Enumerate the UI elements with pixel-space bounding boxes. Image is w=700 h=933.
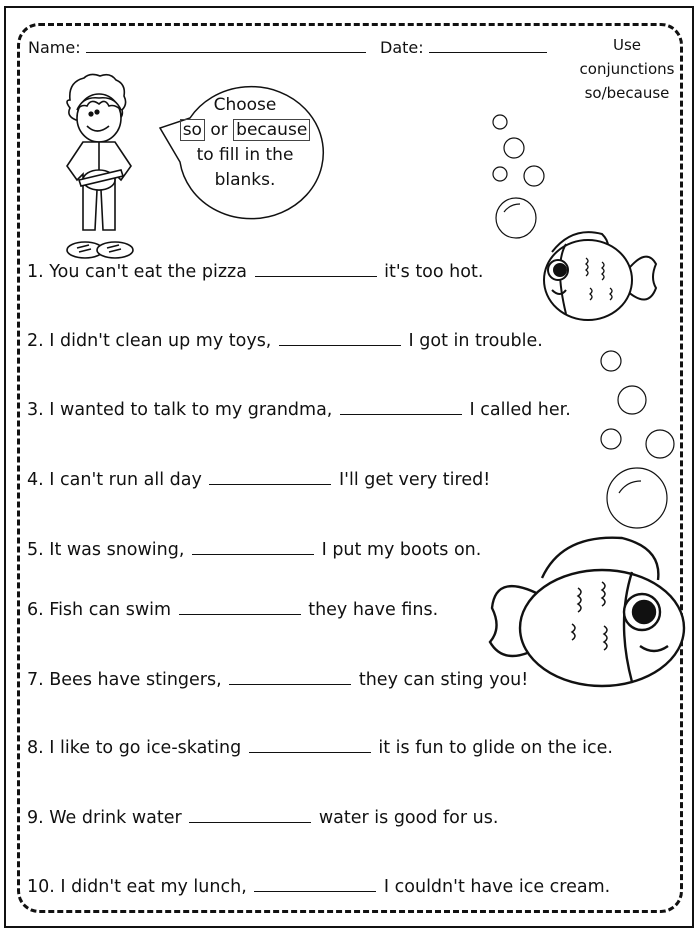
answer-blank[interactable] — [229, 670, 351, 685]
note-line: Use — [612, 36, 642, 54]
question-text-after: it's too hot. — [384, 262, 484, 282]
question-text-after: they can sting you! — [358, 670, 529, 690]
instructions-options — [170, 118, 320, 143]
answer-blank[interactable] — [249, 738, 371, 753]
question-text-after: I called her. — [469, 400, 571, 420]
bubbles-icon — [595, 345, 700, 535]
question-text-after: I got in trouble. — [408, 331, 543, 351]
question-number: 4. — [27, 470, 44, 490]
instructions — [170, 93, 320, 193]
question-number: 2. — [27, 331, 44, 351]
question-1 — [27, 262, 483, 282]
question-text-after: I couldn't have ice cream. — [383, 877, 611, 897]
answer-blank[interactable] — [179, 600, 301, 615]
note-line: conjunctions — [579, 60, 675, 78]
question-number: 5. — [27, 540, 44, 560]
fish-icon — [482, 528, 692, 693]
bubbles-icon — [490, 112, 570, 232]
question-text-after: I put my boots on. — [321, 540, 482, 560]
question-text-after: water is good for us. — [318, 808, 499, 828]
note-line: so/because — [584, 84, 670, 102]
answer-blank[interactable] — [254, 877, 376, 892]
boy-illustration-icon — [55, 70, 155, 265]
instructions-line: Choose — [213, 95, 277, 115]
answer-blank[interactable] — [209, 470, 331, 485]
question-9 — [27, 808, 498, 828]
name-label: Name: — [28, 38, 81, 57]
question-text-before: I didn't clean up my toys, — [49, 331, 272, 351]
question-2 — [27, 331, 543, 351]
instructions-line: to fill in the — [196, 145, 294, 165]
question-text-before: I like to go ice-skating — [49, 738, 242, 758]
question-text-before: You can't eat the pizza — [49, 262, 247, 282]
question-number: 1. — [27, 262, 44, 282]
question-8 — [27, 738, 613, 758]
conjunction-note — [572, 33, 682, 105]
instructions-line: blanks. — [214, 170, 276, 190]
answer-blank[interactable] — [340, 400, 462, 415]
answer-blank[interactable] — [279, 331, 401, 346]
question-3 — [27, 400, 571, 420]
question-text-before: I wanted to talk to my grandma, — [49, 400, 333, 420]
date-label: Date: — [380, 38, 424, 57]
question-number: 6. — [27, 600, 44, 620]
question-text-before: I didn't eat my lunch, — [60, 877, 247, 897]
fish-icon — [538, 222, 658, 327]
name-line[interactable] — [86, 38, 366, 53]
question-text-before: Bees have stingers, — [49, 670, 222, 690]
option-so: so — [180, 119, 205, 141]
question-6 — [27, 600, 438, 620]
or-text: or — [210, 120, 228, 140]
question-text-after: they have fins. — [308, 600, 439, 620]
option-because: because — [233, 119, 310, 141]
question-number: 8. — [27, 738, 44, 758]
question-number: 3. — [27, 400, 44, 420]
question-text-before: It was snowing, — [49, 540, 185, 560]
question-text-before: I can't run all day — [49, 470, 202, 490]
question-text-before: Fish can swim — [49, 600, 172, 620]
question-text-before: We drink water — [49, 808, 182, 828]
question-number: 10. — [27, 877, 55, 897]
date-field[interactable] — [380, 38, 547, 57]
question-7 — [27, 670, 528, 690]
question-text-after: it is fun to glide on the ice. — [378, 738, 613, 758]
date-line[interactable] — [429, 38, 547, 53]
question-5 — [27, 540, 481, 560]
question-number: 9. — [27, 808, 44, 828]
question-4 — [27, 470, 490, 490]
answer-blank[interactable] — [255, 262, 377, 277]
name-field[interactable] — [28, 38, 366, 57]
answer-blank[interactable] — [189, 808, 311, 823]
question-number: 7. — [27, 670, 44, 690]
answer-blank[interactable] — [192, 540, 314, 555]
question-text-after: I'll get very tired! — [338, 470, 491, 490]
question-10 — [27, 877, 610, 897]
